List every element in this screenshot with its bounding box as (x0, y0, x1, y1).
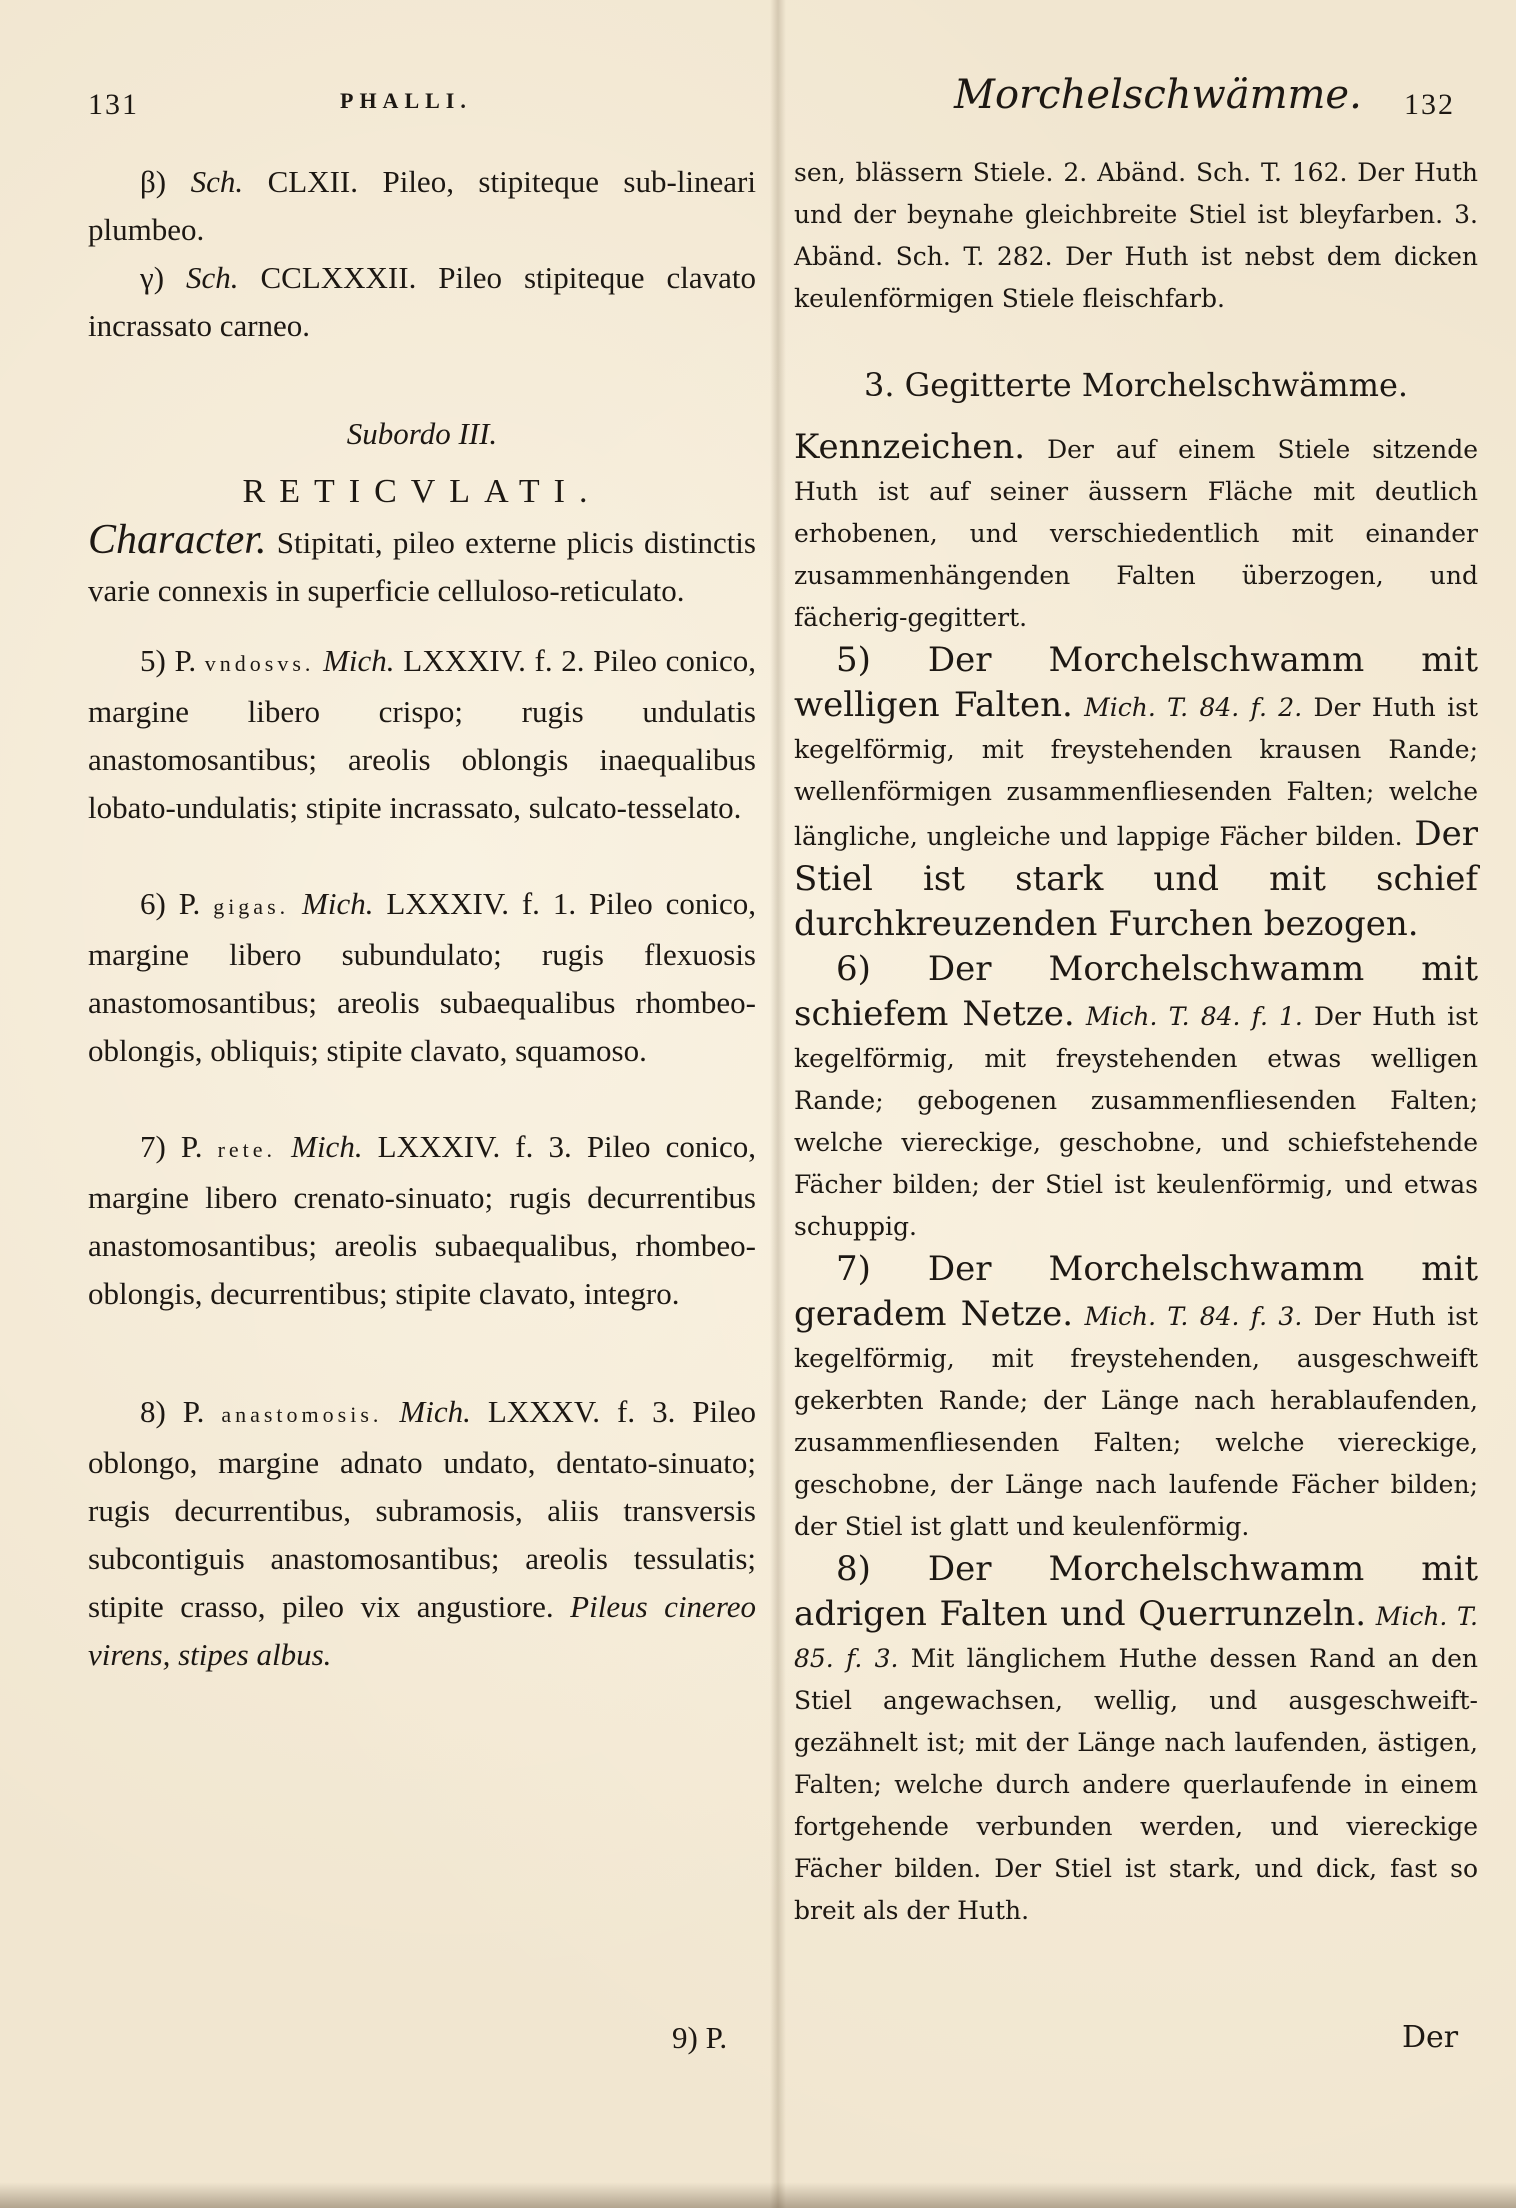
right-page (786, 0, 1516, 2208)
continuation-paragraph: sen, blässern Stiele. 2. Abänd. Sch. T. 162. Der Huth und der beynahe gleichbreite Stiel ist bleyfarben. 3. Abänd. Sch. T. 282. Der Huth ist nebst dem dicken keulenförmigen Stiele fleischfarb. (794, 158, 1478, 313)
left-catchword: 9) P. (672, 2020, 728, 2055)
book-gutter (770, 0, 786, 2208)
de-entry-8: 8) Der Morchelschwamm mit adrigen Falten und Querrunzeln. Mich. T. 85. f. 3. Mit länglichem Huthe dessen Rand an den Stiel angewachsen, wellig, und ausgeschweift-gezähnelt ist; mit der Länge nach laufenden, ästigen, Falten; welche durch andere querlaufende in einem fortgehende verbunden werden, und viereckige Fächer bilden. Der Stiel ist stark, und dick, fast so breit als der Huth. (794, 1549, 1478, 1925)
section-heading: 3. Gegitterte Morchelschwämme. (863, 366, 1409, 404)
right-column (794, 152, 1478, 1932)
entry-7: 7) P. rete. Mich. LXXXIV. f. 3. Pileo conico, margine libero crenato-sinuato; rugis decurrentibus anastomosantibus; areolis subaequalibus, rhombeo-oblongis, decurrentibus; stipite clavato, integro. (88, 1129, 757, 1311)
de-entry-7: 7) Der Morchelschwamm mit geradem Netze. Mich. T. 84. f. 3. Der Huth ist kegelförmig, mit freystehenden, ausgeschweift gekerbten Rande; der Länge nach herablaufenden, zusammenfliesenden Falten; welche viereckige, geschobne, der Länge nach laufende Fächer bilden; der Stiel ist glatt und keulenförmig. (794, 1249, 1478, 1541)
character-paragraph: Character. Stipitati, pileo externe plicis distinctis varie connexis in superficie celluloso-reticulato. (88, 517, 756, 608)
entry-5: 5) P. vndosvs. Mich. LXXXIV. f. 2. Pileo conico, margine libero crispo; rugis undulatis anastomosantibus; areolis oblongis inaequalibus lobato-undulatis; stipite incrassato, sulcato-tesselato. (88, 643, 757, 825)
left-page-number: 131 (88, 88, 139, 121)
left-column (88, 158, 756, 1679)
right-running-head: Morchelschwämme. (954, 72, 1362, 118)
variety-gamma: γ) Sch. CCLXXXII. Pileo stipiteque clavato incrassato carneo. (88, 260, 756, 343)
right-catchword: Der (1402, 2020, 1459, 2055)
variety-beta: β) Sch. CLXII. Pileo, stipiteque sub-lineari plumbeo. (88, 164, 756, 247)
kennzeichen-paragraph: Kennzeichen. Der auf einem Stiele sitzende Huth ist auf seiner äussern Fläche mit deutlich erhobenen, und verschiedentlich mit einander zusammenhängenden Falten überzogen, und fächerig-gegittert. (794, 427, 1478, 632)
de-entry-6: 6) Der Morchelschwamm mit schiefem Netze. Mich. T. 84. f. 1. Der Huth ist kegelförmig, mit freystehenden etwas welligen Rande; gebogenen zusammenfliesenden Falten; welche viereckige, geschobne, und schiefstehende Fächer bilden; der Stiel ist keulenförmig, und etwas schuppig. (794, 949, 1478, 1241)
left-running-head: PHALLI. (340, 88, 472, 113)
subordo-heading: Subordo III. (346, 416, 498, 451)
entry-8: 8) P. anastomosis. Mich. LXXXV. f. 3. Pileo oblongo, margine adnato undato, dentato-sinuato; rugis decurrentibus, subramosis, aliis transversis subcontiguis anastomosantibus; areolis tessulatis; stipite crasso, pileo vix angustiore. Pileus cinereo virens, stipes albus. (88, 1394, 757, 1672)
right-page-number: 132 (1404, 88, 1455, 121)
de-entry-5: 5) Der Morchelschwamm mit welligen Falten. Mich. T. 84. f. 2. Der Huth ist kegelförmig, mit freystehenden krausen Rande; wellenförmigen zusammenfliesenden Falten; welche längliche, ungleiche und lappige Fächer bilden. Der Stiel ist stark und mit schief durchkreuzenden Furchen bezogen. (794, 640, 1478, 944)
reticulati-heading: RETICVLATI. (242, 473, 602, 510)
entry-6: 6) P. gigas. Mich. LXXXIV. f. 1. Pileo conico, margine libero subundulato; rugis flexuosis anastomosantibus; areolis subaequalibus rhombeo-oblongis, obliquis; stipite clavato, squamoso. (88, 886, 757, 1068)
